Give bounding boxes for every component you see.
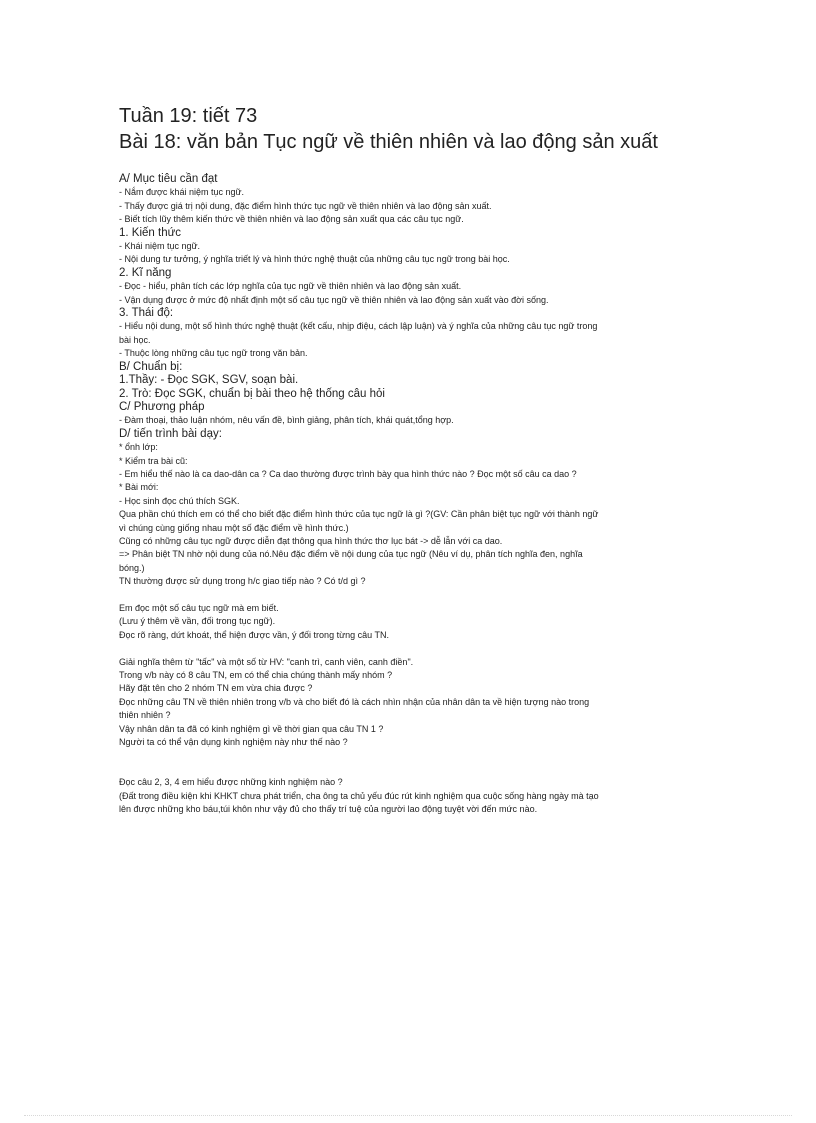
title-block <box>119 103 759 155</box>
section-heading: C/ Phương pháp <box>119 400 205 413</box>
body-text-line: Đọc những câu TN về thiên nhiên trong v/b và cho biết đó là cách nhìn nhận của nhân dân ta về hiện tượng nào trong <box>119 696 590 707</box>
body-text-line: lên được những kho báu,túi khôn như vậy đủ cho thấy trí tuệ của người lao động tuyệt vời đến mức nào. <box>119 804 538 815</box>
body-text-line: Người ta có thể vận dụng kinh nghiệm này như thế nào ? <box>119 737 348 748</box>
body-text-line: Qua phần chú thích em có thể cho biết đặc điểm hình thức của tục ngữ là gì ?(GV: Cần phân biệt tục ngữ với thành ngữ <box>119 509 599 520</box>
body-text-line: * ổnh lớp: <box>119 442 158 453</box>
body-text-line: - Nắm được khái niệm tục ngữ. <box>119 187 244 198</box>
body-text-line: thiên nhiên ? <box>119 710 171 721</box>
body-text-line: - Học sinh đọc chú thích SGK. <box>119 495 240 506</box>
body-text-line: TN thường được sử dụng trong h/c giao tiếp nào ? Có t/d gì ? <box>119 576 366 587</box>
section-heading: D/ tiến trình bài dạy: <box>119 427 222 440</box>
lesson-body <box>119 173 699 816</box>
section-heading: 1.Thầy: - Đọc SGK, SGV, soạn bài. <box>119 374 299 387</box>
body-text-line: - Đàm thoại, thảo luận nhóm, nêu vấn đề, bình giảng, phân tích, khái quát,tổng hợp. <box>119 415 454 426</box>
body-text-line: - Hiểu nội dung, một số hình thức nghệ thuật (kết cấu, nhịp điệu, cách lập luận) và ý nghĩa của những câu tục ngữ trong <box>119 321 598 332</box>
section-heading: 2. Kĩ năng <box>119 266 172 279</box>
section-heading: 1. Kiến thức <box>119 226 182 239</box>
body-text-line: (Đất trong điều kiện khi KHKT chưa phát triển, cha ông ta chủ yếu đúc rút kinh nghiệm qua cuộc sống hàng ngày mà tạo <box>119 790 599 801</box>
body-text-line: vì chúng cùng giống nhau một số đặc điểm về hình thức.) <box>119 522 349 533</box>
body-text-line: - Vận dụng được ở mức độ nhất định một số câu tục ngữ về thiên nhiên và lao động sản xuất vào đời sống. <box>119 294 549 305</box>
body-text-line: Em đọc một số câu tục ngữ mà em biết. <box>119 602 279 613</box>
body-text-line: Đọc rõ ràng, dứt khoát, thể hiện được vần, ý đối trong từng câu TN. <box>119 629 389 640</box>
body-text-line: (Lưu ý thêm về vần, đối trong tục ngữ). <box>119 616 276 627</box>
body-text-line: Trong v/b này có 8 câu TN, em có thể chia chúng thành mấy nhóm ? <box>119 670 393 680</box>
body-text-line: bóng.) <box>119 562 145 573</box>
section-heading: A/ Mục tiêu cần đạt <box>119 173 218 185</box>
blank-line <box>119 763 699 776</box>
body-text-line: Giải nghĩa thêm từ "tấc" và một số từ HV: "canh trì, canh viên, canh điền". <box>119 656 414 667</box>
body-text-line: - Thuộc lòng những câu tục ngữ trong văn bản. <box>119 348 308 359</box>
lesson-week-title: Tuần 19: tiết 73 <box>119 105 258 127</box>
body-text-line: * Kiểm tra bài cũ: <box>119 455 188 466</box>
body-text-line: - Em hiểu thế nào là ca dao-dân ca ? Ca dao thường được trình bày qua hình thức nào ? Đọc một số câu ca dao ? <box>119 468 577 479</box>
body-text-line: - Đọc - hiểu, phân tích các lớp nghĩa của tục ngữ về thiên nhiên và lao động sản xuất. <box>119 281 462 292</box>
body-text-line: - Biết tích lũy thêm kiến thức về thiên nhiên và lao động sản xuất qua các câu tục ngữ. <box>119 214 464 225</box>
blank-line <box>119 589 699 602</box>
body-text-line: Hãy đặt tên cho 2 nhóm TN em vừa chia được ? <box>119 683 313 694</box>
section-heading: B/ Chuẩn bị: <box>119 360 183 373</box>
body-text-line: - Thấy được giá trị nội dung, đặc điểm hình thức tục ngữ về thiên nhiên và lao động sản xuất. <box>119 200 492 211</box>
body-text-line: - Nội dung tư tưởng, ý nghĩa triết lý và hình thức nghệ thuật của những câu tục ngữ trong bài học. <box>119 254 510 265</box>
blank-line <box>119 642 699 655</box>
body-text-line: - Khái niệm tục ngữ. <box>119 241 201 252</box>
page-footer-divider <box>24 1115 792 1116</box>
body-text-line: bài học. <box>119 334 151 345</box>
body-text-line: Vậy nhân dân ta đã có kinh nghiệm gì về thời gian qua câu TN 1 ? <box>119 723 384 734</box>
body-text-line: => Phân biệt TN nhờ nội dung của nó.Nêu đặc điểm về nội dung của tục ngữ (Nêu ví dụ, phân tích nghĩa đen, nghĩa <box>119 549 583 560</box>
section-heading: 2. Trò: Đọc SGK, chuẩn bị bài theo hệ thống câu hỏi <box>119 387 385 400</box>
section-heading: 3. Thái độ: <box>119 307 174 320</box>
body-text-line: Đọc câu 2, 3, 4 em hiểu được những kinh nghiệm nào ? <box>119 777 343 788</box>
blank-line <box>119 749 699 762</box>
body-text-line: * Bài mới: <box>119 482 159 493</box>
lesson-title: Bài 18: văn bản Tục ngữ về thiên nhiên và lao động sản xuất <box>119 131 658 153</box>
body-text-line: Cũng có những câu tục ngữ được diễn đạt thông qua hình thức thơ lục bát -> dễ lẫn với ca dao. <box>119 535 503 546</box>
